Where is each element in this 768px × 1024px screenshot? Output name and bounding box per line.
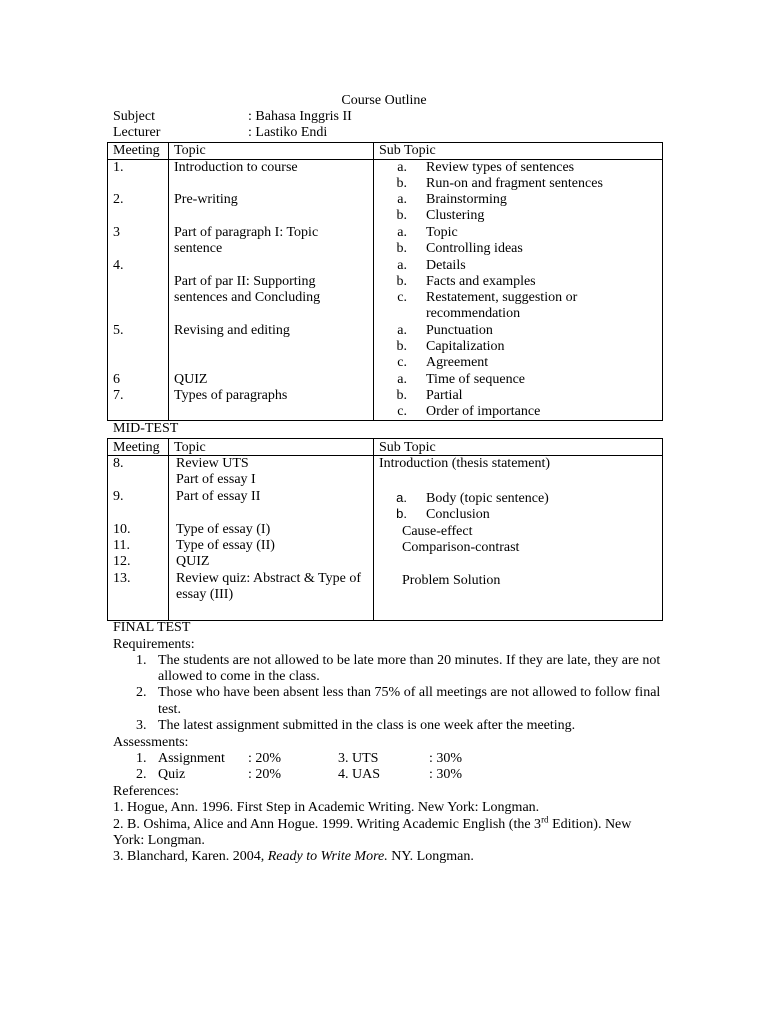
subtopic-item (389, 225, 458, 241)
lecturer-label: Lecturer (113, 125, 161, 140)
outline-table-1 (107, 142, 663, 421)
subtopic-item (389, 241, 523, 257)
meeting-number: 10. (113, 522, 131, 537)
subtopic-marker: a. (396, 490, 407, 505)
subtopic-text: Problem Solution (402, 573, 501, 588)
subtopic-marker: c. (397, 355, 407, 370)
reference-2-continued: York: Longman. (113, 833, 205, 848)
subtopic-marker: a. (397, 160, 407, 175)
topic-text: sentence (174, 241, 223, 256)
reference-text: NY. Longman. (387, 849, 474, 864)
requirement-text: test. (158, 702, 181, 717)
requirements-label: Requirements: (113, 637, 195, 652)
subtopic-item (389, 339, 505, 355)
topic-text: Type of essay (I) (176, 522, 271, 537)
reference-text: Edition). New (548, 817, 632, 832)
subtopic-item (389, 372, 525, 388)
subtopic-text: Brainstorming (426, 192, 507, 207)
reference-3 (113, 849, 474, 865)
meeting-number: 13. (113, 571, 131, 586)
subtopic-marker: c. (397, 290, 407, 305)
page-title: Course Outline (341, 93, 427, 108)
topic-text: Introduction to course (174, 160, 298, 175)
topic-text: Part of paragraph I: Topic (174, 225, 319, 240)
topic-text: Part of essay I (176, 472, 256, 487)
subtopic-item (389, 208, 484, 224)
topic-text: Types of paragraphs (174, 388, 288, 403)
book-title: Ready to Write More. (267, 849, 388, 864)
column-divider (168, 439, 169, 620)
topic-text: QUIZ (176, 554, 210, 569)
subject-value: : Bahasa Inggris II (248, 109, 352, 124)
subtopic-text: Body (topic sentence) (426, 491, 549, 506)
subtopic-marker: b. (396, 388, 407, 403)
subtopic-marker: c. (397, 404, 407, 419)
requirement-number: 1. (136, 653, 147, 668)
topic-text: QUIZ (174, 372, 208, 387)
superscript: rd (541, 814, 549, 825)
meeting-number: 8. (113, 456, 124, 471)
assessments-label: Assessments: (113, 735, 189, 750)
subtopic-item (389, 306, 520, 322)
assessment-name: Assignment (158, 751, 225, 766)
subtopic-item (389, 404, 540, 420)
assessment-number: 2. (136, 767, 147, 782)
assessment-weight: : 20% (248, 751, 282, 766)
requirement-number: 2. (136, 685, 147, 700)
header-subtopic: Sub Topic (379, 440, 436, 455)
subtopic-text: Time of sequence (426, 372, 526, 387)
subtopic-intro: Introduction (thesis statement) (379, 456, 551, 471)
subtopic-text: Conclusion (426, 507, 490, 522)
assessment-weight: : 30% (429, 751, 463, 766)
subtopic-item (389, 258, 466, 274)
subtopic-marker: b. (396, 274, 407, 289)
meeting-number: 12. (113, 554, 131, 569)
subtopic-item (389, 176, 603, 192)
assessment-name: Quiz (158, 767, 186, 782)
meeting-number: 5. (113, 323, 124, 338)
subtopic-item (389, 355, 488, 371)
subtopic-text: Run-on and fragment sentences (426, 176, 603, 191)
subtopic-item (389, 274, 536, 290)
subject-label: Subject (113, 109, 155, 124)
subtopic-item (389, 290, 577, 306)
meeting-number: 3 (113, 225, 120, 240)
header-meeting: Meeting (113, 143, 160, 158)
meeting-number: 1. (113, 160, 124, 175)
assessment-name: 3. UTS (338, 751, 379, 766)
meeting-number: 9. (113, 489, 124, 504)
reference-2 (113, 814, 632, 833)
subtopic-text: Comparison-contrast (402, 540, 520, 555)
subtopic-text: Restatement, suggestion or (426, 290, 578, 305)
subtopic-text: Review types of sentences (426, 160, 575, 175)
subtopic-text: recommendation (426, 306, 521, 321)
requirement-text: The latest assignment submitted in the class is one week after the meeting. (158, 718, 576, 733)
references-label: References: (113, 784, 180, 799)
column-divider (168, 143, 169, 420)
subtopic-item (389, 160, 574, 176)
topic-text: Type of essay (II) (176, 538, 275, 553)
subtopic-marker: a. (397, 323, 407, 338)
reference-text: 2. B. Oshima, Alice and Ann Hogue. 1999. Writing Academic English (the 3 (113, 817, 542, 832)
topic-text: Review quiz: Abstract & Type of (176, 571, 362, 586)
subtopic-item (389, 388, 463, 404)
header-topic: Topic (174, 143, 206, 158)
assessment-number: 1. (136, 751, 147, 766)
column-divider (373, 439, 374, 620)
meeting-number: 7. (113, 388, 124, 403)
subtopic-text: Details (426, 258, 466, 273)
requirement-text: The students are not allowed to be late more than 20 minutes. If they are late, they are not (158, 653, 661, 668)
subtopic-marker: b. (396, 176, 407, 191)
column-divider (373, 143, 374, 420)
midtest-label: MID-TEST (113, 421, 179, 436)
subtopic-text: Order of importance (426, 404, 541, 419)
header-subtopic: Sub Topic (379, 143, 436, 158)
subtopic-item (389, 506, 490, 523)
subtopic-text: Cause-effect (402, 524, 473, 539)
subtopic-text: Facts and examples (426, 274, 536, 289)
lecturer-value: : Lastiko Endi (248, 125, 328, 140)
subtopic-marker: a. (397, 192, 407, 207)
topic-text: Part of essay II (176, 489, 261, 504)
reference-1: 1. Hogue, Ann. 1996. First Step in Academic Writing. New York: Longman. (113, 800, 540, 815)
requirement-number: 3. (136, 718, 147, 733)
assessment-weight: : 20% (248, 767, 282, 782)
subtopic-item (389, 490, 549, 507)
topic-text: sentences and Concluding (174, 290, 321, 305)
meeting-number: 6 (113, 372, 120, 387)
subtopic-marker: a. (397, 372, 407, 387)
meeting-number: 4. (113, 258, 124, 273)
final-test-label: FINAL TEST (113, 620, 191, 635)
requirement-text: Those who have been absent less than 75% of all meetings are not allowed to follow final (158, 685, 661, 700)
meeting-number: 2. (113, 192, 124, 207)
subtopic-marker: a. (397, 225, 407, 240)
assessment-name: 4. UAS (338, 767, 381, 782)
topic-text: Review UTS (176, 456, 249, 471)
meeting-number: 11. (113, 538, 130, 553)
subtopic-text: Controlling ideas (426, 241, 523, 256)
subtopic-text: Clustering (426, 208, 485, 223)
subtopic-marker: b. (396, 208, 407, 223)
subtopic-text: Topic (426, 225, 458, 240)
requirement-text: allowed to come in the class. (158, 669, 320, 684)
subtopic-text: Punctuation (426, 323, 493, 338)
subtopic-item (389, 323, 493, 339)
subtopic-marker: b. (396, 241, 407, 256)
header-topic: Topic (174, 440, 206, 455)
subtopic-item (389, 192, 507, 208)
topic-text: Pre-writing (174, 192, 238, 207)
topic-text: essay (III) (176, 587, 234, 602)
subtopic-marker: a. (397, 258, 407, 273)
assessment-weight: : 30% (429, 767, 463, 782)
subtopic-marker: b. (396, 506, 407, 521)
subtopic-text: Capitalization (426, 339, 505, 354)
outline-table-2 (107, 438, 663, 621)
subtopic-text: Partial (426, 388, 463, 403)
topic-text: Part of par II: Supporting (174, 274, 316, 289)
subtopic-marker: b. (396, 339, 407, 354)
subtopic-text: Agreement (426, 355, 489, 370)
header-meeting: Meeting (113, 440, 160, 455)
topic-text: Revising and editing (174, 323, 290, 338)
reference-text: 3. Blanchard, Karen. 2004, (113, 849, 268, 864)
